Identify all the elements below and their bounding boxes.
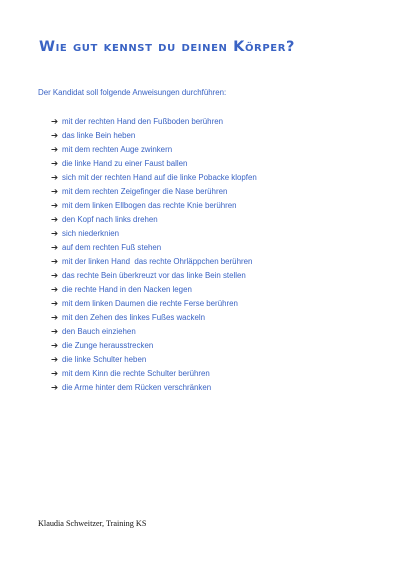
instruction-text: mit dem linken Daumen die rechte Ferse berühren: [62, 299, 238, 308]
arrow-right-icon: ➔: [51, 173, 59, 183]
list-item: [51, 353, 257, 367]
instruction-text: die linke Hand zu einer Faust ballen: [62, 159, 188, 168]
instruction-text: das linke Bein heben: [62, 131, 136, 140]
footer-credit: Klaudia Schweitzer, Training KS: [38, 519, 147, 528]
list-item: [51, 269, 257, 283]
instruction-text: die Zunge herausstrecken: [62, 341, 154, 350]
list-item: [51, 227, 257, 241]
list-item: [51, 297, 257, 311]
list-item: [51, 255, 257, 269]
arrow-right-icon: ➔: [51, 313, 59, 323]
arrow-right-icon: ➔: [51, 243, 59, 253]
list-item: [51, 185, 257, 199]
arrow-right-icon: ➔: [51, 341, 59, 351]
list-item: [51, 213, 257, 227]
instruction-text: den Kopf nach links drehen: [62, 215, 158, 224]
instruction-text: die Arme hinter dem Rücken verschränken: [62, 383, 212, 392]
list-item: [51, 129, 257, 143]
instruction-text: das rechte Bein überkreuzt vor das linke Bein stellen: [62, 271, 246, 280]
arrow-right-icon: ➔: [51, 271, 59, 281]
list-item: [51, 367, 257, 381]
intro-text: Der Kandidat soll folgende Anweisungen durchführen:: [38, 88, 227, 97]
arrow-right-icon: ➔: [51, 327, 59, 337]
list-item: [51, 157, 257, 171]
list-item: [51, 115, 257, 129]
list-item: [51, 143, 257, 157]
arrow-right-icon: ➔: [51, 355, 59, 365]
list-item: [51, 381, 257, 395]
list-item: [51, 171, 257, 185]
instruction-text: die linke Schulter heben: [62, 355, 147, 364]
page-title: Wie gut kennst du deinen Körper?: [39, 39, 296, 55]
list-item: [51, 325, 257, 339]
arrow-right-icon: ➔: [51, 187, 59, 197]
instruction-text: auf dem rechten Fuß stehen: [62, 243, 162, 252]
arrow-right-icon: ➔: [51, 145, 59, 155]
arrow-right-icon: ➔: [51, 369, 59, 379]
arrow-right-icon: ➔: [51, 159, 59, 169]
arrow-right-icon: ➔: [51, 201, 59, 211]
arrow-right-icon: ➔: [51, 229, 59, 239]
instruction-text: mit dem rechten Zeigefinger die Nase berühren: [62, 187, 228, 196]
list-item: [51, 283, 257, 297]
instruction-text: die rechte Hand in den Nacken legen: [62, 285, 192, 294]
arrow-right-icon: ➔: [51, 131, 59, 141]
instruction-text: den Bauch einziehen: [62, 327, 136, 336]
instruction-text: mit dem linken Ellbogen das rechte Knie berühren: [62, 201, 237, 210]
instruction-text: mit dem rechten Auge zwinkern: [62, 145, 173, 154]
list-item: [51, 339, 257, 353]
instruction-text: mit dem Kinn die rechte Schulter berühren: [62, 369, 210, 378]
instruction-text: mit der linken Hand das rechte Ohrläppchen berühren: [62, 257, 253, 266]
list-item: [51, 241, 257, 255]
arrow-right-icon: ➔: [51, 383, 59, 393]
arrow-right-icon: ➔: [51, 257, 59, 267]
list-item: [51, 311, 257, 325]
instruction-text: sich mit der rechten Hand auf die linke Pobacke klopfen: [62, 173, 257, 182]
list-item: [51, 199, 257, 213]
instruction-list: [51, 115, 257, 395]
instruction-text: mit der rechten Hand den Fußboden berühren: [62, 117, 223, 126]
arrow-right-icon: ➔: [51, 117, 59, 127]
arrow-right-icon: ➔: [51, 299, 59, 309]
instruction-text: sich niederknien: [62, 229, 120, 238]
arrow-right-icon: ➔: [51, 285, 59, 295]
instruction-text: mit den Zehen des linkes Fußes wackeln: [62, 313, 205, 322]
arrow-right-icon: ➔: [51, 215, 59, 225]
